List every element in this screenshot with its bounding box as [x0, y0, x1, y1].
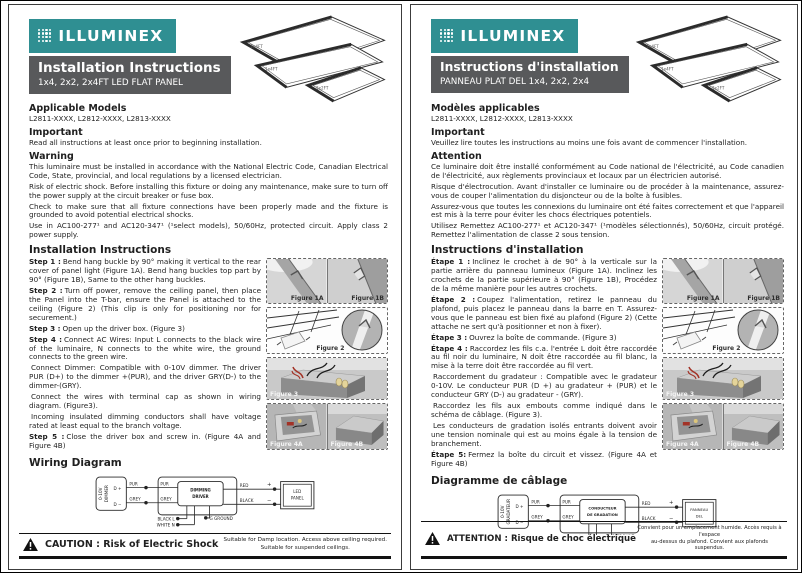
important-text: Read all instructions at least once prior to beginning installation. — [29, 137, 262, 147]
step-text: Raccordez les fils aux embouts comme indiqué dans le schéma de câblage. (Figure 3). — [431, 401, 657, 419]
important-text: Veuillez lire toutes les instructions au moins une fois avant de commencer l'installation. — [431, 137, 748, 147]
figure-caption: Figure 4B — [330, 441, 364, 449]
caution-bar — [19, 533, 391, 559]
driver-box-label: DE GRADATION — [587, 512, 618, 517]
panel-size-label: 2x2FT — [711, 85, 725, 91]
polarity-minus: − — [267, 498, 272, 505]
step-2 — [431, 296, 657, 332]
caution-bar — [421, 521, 787, 559]
warning-paragraph: Assurez-vous que toutes les connexions du luminaire ont été faites correctement et que l'appareil est mis à la terre pour éviter les chocs électriques potentiels. — [431, 201, 784, 220]
caution-text: ATTENTION : Risque de choc électrique — [447, 533, 636, 544]
warning-paragraph: Risque d'électrocution. Avant d'installer ce luminaire ou de procéder à la maintenance, assurez-vous de couper l'alimentation du disjoncteur ou de la boîte à fusibles. — [431, 181, 784, 200]
step-1 — [431, 258, 657, 294]
wire-label-grey: GREY — [129, 496, 141, 502]
figure-4 — [662, 403, 784, 450]
ground-label: G GROUND — [209, 516, 233, 522]
steps-column — [29, 258, 261, 453]
caution-text: CAUTION : Risk of Electric Shock — [45, 539, 219, 551]
figure-2 — [662, 307, 784, 354]
note-line: au-dessus du plafond. Convient aux plafonds suspendus. — [650, 538, 768, 552]
figure-4a — [267, 404, 327, 449]
dimmer-terminal-plus: D + — [113, 486, 122, 492]
white-neutral-label: WHITE N — [156, 522, 175, 528]
figure-2 — [266, 307, 388, 354]
figure-caption: Figure 2 — [712, 345, 741, 353]
wire-label-black: BLACK — [239, 498, 254, 504]
dots-grid-icon — [38, 29, 52, 43]
step-text: Connect AC Wires: Input L connects to the black wire of the luminaire, N connects to the white wire, the ground connects to the green wire. — [29, 334, 261, 362]
warning-paragraph: This luminaire must be installed in accordance with the National Electric Code, Canadian Electrical Code, State, provincial, and local regulations by a licensed electrician. — [29, 161, 388, 180]
figure-1a — [267, 259, 327, 303]
warning-paragraph: Ce luminaire doit être installé conformément au Code national de l'électricité, au Code canadien de l'électricité, aux règlements provinciaux et locaux par un électricien autorisé. — [431, 161, 784, 180]
led-panel-label: LED — [293, 489, 302, 495]
polarity-minus: − — [669, 515, 674, 522]
led-panel-label: PANNEAU — [690, 506, 709, 512]
step-text: Les conducteurs de gradation isolés entrants doivent avoir une tension nominale qui est au moins égale à la tension de branchement. — [431, 420, 657, 448]
location-notes — [636, 525, 783, 552]
wiring-heading: Wiring Diagram — [29, 457, 122, 470]
step-label: Step 3 : — [29, 323, 61, 333]
panel-size-label: 2x2FT — [315, 85, 329, 91]
step-4 — [431, 345, 657, 372]
step-label: Step 1 : — [29, 257, 61, 267]
step-note — [29, 413, 261, 431]
step-text: Raccordement du gradateur : Compatible avec le gradateur 0-10V. Le conducteur PUR (D +) au gradateur + (PUR) et le conducteur GRY (D-) au gradateur - (GRY). — [431, 372, 657, 400]
brand-name: ILLUMINEX — [58, 27, 164, 45]
caution-block — [23, 538, 218, 551]
page-title: Instructions d'installation — [440, 60, 619, 74]
black-line-label: BLACK L — [157, 516, 175, 522]
driver-input-grey: GREY — [562, 514, 574, 519]
step-text: Coupez l'alimentation, retirez le panneau du plafond, puis placez le panneau dans la barre en T. Assurez-vous que le panneau est bien fixé au plafond (Figure 2) (Cette attache ne sert qu'à positionner et non à fixer). — [431, 294, 657, 331]
figure-4b — [723, 404, 784, 449]
models-list: L2811-XXXX, L2812-XXXX, L2813-XXXX — [29, 114, 171, 123]
figures-column — [266, 258, 388, 453]
figure-4a — [663, 404, 723, 449]
warning-triangle-icon — [23, 538, 38, 551]
dimmer-label: GRADATEUR — [506, 498, 512, 524]
instructions-heading: Installation Instructions — [29, 244, 172, 257]
wire-label-pur: PUR — [531, 498, 540, 504]
figure-1a — [663, 259, 723, 303]
wire-label-red: RED — [641, 500, 651, 506]
step-text: Open up the driver box. (Figure 3) — [62, 323, 185, 333]
page-body — [431, 100, 784, 535]
figures-column — [662, 258, 784, 470]
models-list: L2811-XXXX, L2812-XXXX, L2813-XXXX — [431, 114, 573, 123]
panel-size-label: 2x4FT — [250, 44, 263, 50]
step-1 — [29, 258, 261, 285]
wire-label-red: RED — [239, 483, 249, 489]
step-text: Fermez la boîte du circuit et vissez. (Figure 4A et Figure 4B) — [431, 449, 657, 468]
figure-1 — [662, 258, 784, 304]
note-line: Suitable for Damp location. Access above ceiling required. — [223, 537, 387, 544]
important-heading: Important — [29, 126, 83, 138]
step-5 — [431, 451, 657, 469]
figure-caption: Figure 2 — [316, 345, 345, 353]
wire-label-black: BLACK — [641, 515, 656, 521]
step-note — [431, 422, 657, 449]
dimmer-label: 0-10V — [500, 505, 506, 518]
figure-caption: Figure 1A — [686, 295, 720, 303]
dimmer-terminal-plus: D + — [515, 503, 524, 509]
dots-grid-icon — [440, 29, 454, 43]
panel-size-label: 1x4FT — [265, 66, 278, 72]
led-panel-label: PANEL — [290, 495, 304, 501]
figure-caption: Figure 1B — [747, 295, 780, 303]
driver-box-label: DRIVER — [192, 494, 209, 500]
dimmer-label: 0-10V — [98, 487, 104, 501]
step-text: Connect the wires with terminal cap as shown in wiring diagram. (Figure3). — [29, 392, 261, 411]
polarity-plus: + — [267, 482, 272, 489]
step-text: Bend hang buckle by 90° making it vertical to the rear cover of panel light (Figure 1A). Bend hang buckles top part by 90° (Figure 1B), Same to the other hang buckles. — [29, 257, 261, 285]
figure-caption: Figure 3 — [270, 391, 299, 399]
step-4 — [29, 336, 261, 363]
step-label: Étape 1 : — [431, 257, 471, 267]
step-text: Connect Dimmer: Compatible with 0-10V dimmer. The driver PUR (D+) to the dimmer +(PUR), and the driver GRY(D-) to the dimmer-(GRY). — [29, 363, 261, 391]
figure-4 — [266, 403, 388, 450]
title-bar — [431, 56, 629, 93]
panel-size-label: 1x4FT — [661, 66, 674, 72]
step-text: Inclinez le crochet à de 90° à la verticale sur la partie arrière du panneau lumineux (Figure 1A). Inclinez les crochets de la partie supérieure à 90° (Figure 1B), Procédez de la même manière pour les autres crochets. — [431, 257, 657, 293]
page-body — [29, 100, 388, 535]
warning-paragraph: Risk of electric shock. Before installing this fixture or doing any maintenance, make sure to turn off the power supply at the circuit breaker or fuse box. — [29, 181, 388, 200]
figure-3 — [266, 357, 388, 400]
dimmer-terminal-minus: D − — [113, 502, 122, 508]
models-heading: Modèles applicables — [431, 103, 540, 114]
driver-input-pur: PUR — [160, 481, 169, 487]
step-note — [431, 402, 657, 420]
step-3 — [431, 334, 657, 343]
caution-block — [425, 532, 636, 545]
warning-paragraph: Utilisez Remettez AC100-277¹ et AC120-347¹ (¹modèles sélectionnés), 50/60Hz, circuit protégé. Remettez l'alimentation de classe 2 sous tension. — [431, 221, 784, 240]
led-panels-illustration — [235, 11, 393, 105]
warning-paragraph: Check to make sure that all fixture connections have been properly made and the fixture is grounded to avoid potential electrical shocks. — [29, 201, 388, 220]
warning-triangle-icon — [425, 532, 440, 545]
brand-name: ILLUMINEX — [460, 27, 566, 45]
page-english — [8, 4, 402, 570]
figure-caption: Figure 4A — [666, 441, 699, 449]
driver-box-label: CONDUCTEUR — [588, 505, 617, 510]
figure-caption: Figure 1A — [290, 295, 324, 303]
brand-logo — [29, 19, 176, 53]
steps-column — [431, 258, 657, 470]
important-heading: Important — [431, 126, 485, 138]
panel-size-label: 2x4FT — [646, 44, 659, 50]
step-label: Step 2 : — [29, 285, 63, 295]
title-bar — [29, 56, 231, 94]
wiring-heading: Diagramme de câblage — [431, 474, 568, 487]
figure-1b — [327, 259, 388, 303]
figure-caption: Figure 4A — [270, 441, 303, 449]
wire-label-grey: GREY — [531, 514, 543, 519]
polarity-plus: + — [669, 499, 674, 506]
led-panels-illustration — [631, 11, 789, 105]
instructions-heading: Instructions d'installation — [431, 244, 584, 257]
step-label: Étape 2 : — [431, 294, 476, 304]
warning-heading: Attention — [431, 150, 482, 162]
figure-caption: Figure 4B — [726, 441, 760, 449]
step-text: Raccordez les fils c.a. l'entrée L doit être raccordée au fil noir du luminaire, N doit être raccordée au fil blanc, la mise à la terre doit être raccordée au fil vert. — [431, 343, 657, 371]
step-label: Step 5 : — [29, 431, 65, 441]
step-text: Turn off power, remove the ceiling panel, then place the Panel into the T-bar, ensure the Panel is attached to the ceiling (Figure 2) (This clip is only for positioning nor for securement.) — [29, 285, 261, 322]
note-line: Suitable for suspended ceilings. — [260, 544, 350, 551]
page-subtitle: 1x4, 2x2, 2x4FT LED FLAT PANEL — [38, 77, 183, 88]
step-note — [29, 393, 261, 411]
step-text: Ouvrez la boîte de commande. (Figure 3) — [469, 332, 617, 342]
step-3 — [29, 325, 261, 334]
dimmer-terminal-minus: D − — [515, 519, 524, 525]
step-label: Step 4 : — [29, 334, 62, 344]
step-text: Close the driver box and screw in. (Figure 4A and Figure 4B) — [29, 431, 261, 450]
figure-3 — [662, 357, 784, 400]
step-label: Étape 3 : — [431, 332, 468, 342]
page-french — [410, 4, 798, 570]
warning-paragraph: Use in AC100-277¹ and AC120-347¹ (¹select models), 50/60Hz, protected circuit. Apply class 2 power supply. — [29, 221, 388, 240]
step-5 — [29, 433, 261, 451]
wiring-diagram — [91, 471, 319, 530]
dimmer-label: DIMMER — [104, 485, 110, 503]
driver-input-grey: GREY — [160, 496, 172, 502]
step-note — [29, 364, 261, 391]
driver-box-label: DIMMING — [190, 487, 211, 493]
models-heading: Applicable Models — [29, 103, 127, 114]
location-notes — [224, 537, 387, 552]
step-label: Étape 5: — [431, 449, 467, 459]
note-line: Convient pour un emplacement humide. Accès requis à l'espace — [637, 525, 782, 538]
figure-caption: Figure 1B — [351, 295, 384, 303]
warning-heading: Warning — [29, 150, 74, 162]
page-subtitle: PANNEAU PLAT DEL 1x4, 2x2, 2x4 — [440, 76, 590, 87]
brand-logo — [431, 19, 578, 53]
figure-1 — [266, 258, 388, 304]
step-note — [431, 373, 657, 400]
step-label: Étape 4 : — [431, 343, 468, 353]
driver-input-pur: PUR — [562, 498, 571, 504]
wire-label-pur: PUR — [129, 481, 138, 487]
step-2 — [29, 287, 261, 323]
page-title: Installation Instructions — [38, 60, 221, 76]
figure-1b — [723, 259, 784, 303]
figure-4b — [327, 404, 388, 449]
figure-caption: Figure 3 — [666, 391, 695, 399]
step-text: Incoming insulated dimming conductors shall have voltage rated at least equal to the branch voltage. — [29, 411, 261, 430]
led-panel-label: DEL — [695, 513, 703, 519]
